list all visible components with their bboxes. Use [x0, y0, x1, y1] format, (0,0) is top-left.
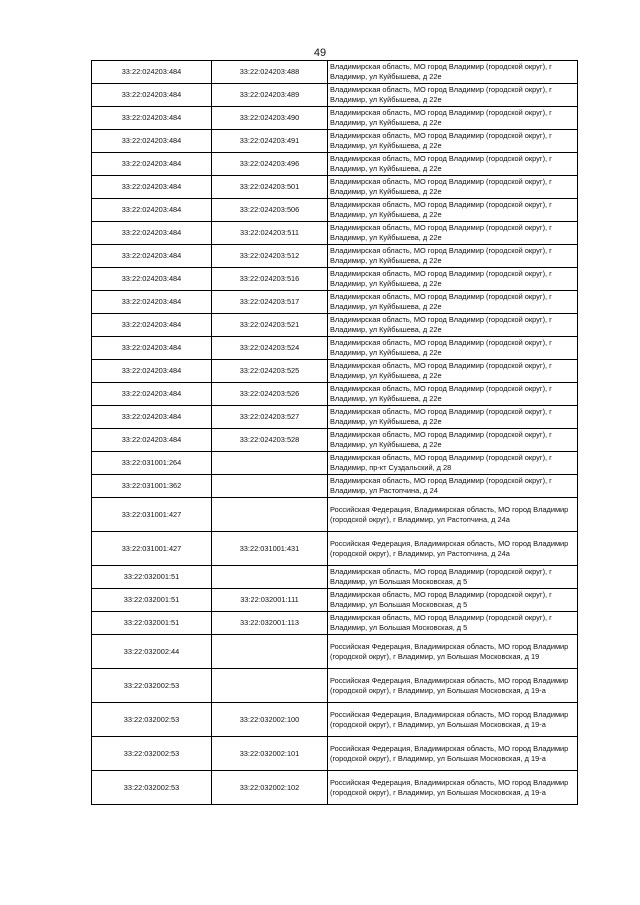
address-cell: Владимирская область, МО город Владимир (городской округ), г Владимир, ул Куйбышева, д 22е — [328, 176, 578, 199]
parent-cadastral-number: 33:22:032001:51 — [92, 612, 212, 635]
child-cadastral-number: 33:22:031001:431 — [212, 532, 328, 566]
child-cadastral-number: 33:22:024203:491 — [212, 130, 328, 153]
parent-cadastral-number: 33:22:024203:484 — [92, 153, 212, 176]
child-cadastral-number: 33:22:024203:528 — [212, 429, 328, 452]
table-row — [92, 737, 578, 771]
address-cell: Российская Федерация, Владимирская область, МО город Владимир (городской округ), г Владимир, ул Большая Московская, д 19-а — [328, 771, 578, 805]
address-cell: Владимирская область, МО город Владимир (городской округ), г Владимир, ул Куйбышева, д 22е — [328, 406, 578, 429]
parent-cadastral-number: 33:22:024203:484 — [92, 360, 212, 383]
address-cell: Владимирская область, МО город Владимир (городской округ), г Владимир, ул Куйбышева, д 22е — [328, 153, 578, 176]
parent-cadastral-number: 33:22:024203:484 — [92, 245, 212, 268]
child-cadastral-number: 33:22:024203:511 — [212, 222, 328, 245]
address-cell: Владимирская область, МО город Владимир (городской округ), г Владимир, ул Куйбышева, д 22е — [328, 429, 578, 452]
child-cadastral-number: 33:22:024203:517 — [212, 291, 328, 314]
child-cadastral-number — [212, 498, 328, 532]
address-cell: Владимирская область, МО город Владимир (городской округ), г Владимир, ул Куйбышева, д 22е — [328, 314, 578, 337]
parent-cadastral-number: 33:22:024203:484 — [92, 337, 212, 360]
table-row — [92, 452, 578, 475]
parent-cadastral-number: 33:22:024203:484 — [92, 61, 212, 84]
child-cadastral-number: 33:22:024203:527 — [212, 406, 328, 429]
address-cell: Владимирская область, МО город Владимир (городской округ), г Владимир, ул Куйбышева, д 22е — [328, 130, 578, 153]
address-cell: Владимирская область, МО город Владимир (городской округ), г Владимир, ул Большая Московская, д 5 — [328, 589, 578, 612]
address-cell: Владимирская область, МО город Владимир (городской округ), г Владимир, ул Куйбышева, д 22е — [328, 199, 578, 222]
parent-cadastral-number: 33:22:024203:484 — [92, 314, 212, 337]
child-cadastral-number: 33:22:024203:501 — [212, 176, 328, 199]
parent-cadastral-number: 33:22:032002:53 — [92, 737, 212, 771]
parent-cadastral-number: 33:22:031001:264 — [92, 452, 212, 475]
child-cadastral-number: 33:22:032001:113 — [212, 612, 328, 635]
table-row — [92, 268, 578, 291]
address-cell: Российская Федерация, Владимирская область, МО город Владимир (городской округ), г Владимир, ул Большая Московская, д 19 — [328, 635, 578, 669]
page-number: 49 — [313, 47, 327, 59]
parent-cadastral-number: 33:22:024203:484 — [92, 406, 212, 429]
address-cell: Владимирская область, МО город Владимир (городской округ), г Владимир, ул Куйбышева, д 22е — [328, 337, 578, 360]
table-row — [92, 498, 578, 532]
parent-cadastral-number: 33:22:031001:362 — [92, 475, 212, 498]
table-row — [92, 314, 578, 337]
address-cell: Владимирская область, МО город Владимир (городской округ), г Владимир, ул Большая Московская, д 5 — [328, 612, 578, 635]
address-cell: Владимирская область, МО город Владимир (городской округ), г Владимир, ул Куйбышева, д 22е — [328, 107, 578, 130]
table-row — [92, 429, 578, 452]
child-cadastral-number — [212, 635, 328, 669]
table-row — [92, 61, 578, 84]
child-cadastral-number: 33:22:024203:490 — [212, 107, 328, 130]
child-cadastral-number: 33:22:032002:100 — [212, 703, 328, 737]
table-row — [92, 130, 578, 153]
address-cell: Владимирская область, МО город Владимир (городской округ), г Владимир, ул Растопчина, д 24 — [328, 475, 578, 498]
child-cadastral-number: 33:22:032002:101 — [212, 737, 328, 771]
parent-cadastral-number: 33:22:032001:51 — [92, 589, 212, 612]
child-cadastral-number: 33:22:024203:526 — [212, 383, 328, 406]
table-row — [92, 199, 578, 222]
parent-cadastral-number: 33:22:032002:53 — [92, 669, 212, 703]
parent-cadastral-number: 33:22:024203:484 — [92, 383, 212, 406]
child-cadastral-number: 33:22:024203:489 — [212, 84, 328, 107]
address-cell: Российская Федерация, Владимирская область, МО город Владимир (городской округ), г Владимир, ул Растопчина, д 24а — [328, 532, 578, 566]
table-row — [92, 337, 578, 360]
parent-cadastral-number: 33:22:032002:53 — [92, 703, 212, 737]
address-cell: Российская Федерация, Владимирская область, МО город Владимир (городской округ), г Владимир, ул Растопчина, д 24а — [328, 498, 578, 532]
child-cadastral-number: 33:22:024203:488 — [212, 61, 328, 84]
table-row — [92, 176, 578, 199]
child-cadastral-number: 33:22:024203:525 — [212, 360, 328, 383]
child-cadastral-number: 33:22:024203:506 — [212, 199, 328, 222]
table-row — [92, 406, 578, 429]
address-cell: Владимирская область, МО город Владимир (городской округ), г Владимир, ул Куйбышева, д 22е — [328, 360, 578, 383]
child-cadastral-number: 33:22:024203:524 — [212, 337, 328, 360]
parent-cadastral-number: 33:22:024203:484 — [92, 222, 212, 245]
table-row — [92, 153, 578, 176]
parent-cadastral-number: 33:22:032002:53 — [92, 771, 212, 805]
parent-cadastral-number: 33:22:024203:484 — [92, 429, 212, 452]
child-cadastral-number: 33:22:024203:512 — [212, 245, 328, 268]
table-row — [92, 532, 578, 566]
child-cadastral-number — [212, 475, 328, 498]
address-cell: Российская Федерация, Владимирская область, МО город Владимир (городской округ), г Владимир, ул Большая Московская, д 19-а — [328, 669, 578, 703]
table-row — [92, 703, 578, 737]
parent-cadastral-number: 33:22:024203:484 — [92, 268, 212, 291]
table-row — [92, 566, 578, 589]
child-cadastral-number: 33:22:024203:516 — [212, 268, 328, 291]
table-row — [92, 589, 578, 612]
table-row — [92, 669, 578, 703]
table-row — [92, 635, 578, 669]
child-cadastral-number: 33:22:024203:496 — [212, 153, 328, 176]
parent-cadastral-number: 33:22:024203:484 — [92, 107, 212, 130]
table-row — [92, 84, 578, 107]
parent-cadastral-number: 33:22:024203:484 — [92, 291, 212, 314]
table-row — [92, 771, 578, 805]
child-cadastral-number — [212, 566, 328, 589]
address-cell: Владимирская область, МО город Владимир (городской округ), г Владимир, ул Куйбышева, д 22е — [328, 268, 578, 291]
parent-cadastral-number: 33:22:024203:484 — [92, 199, 212, 222]
child-cadastral-number — [212, 452, 328, 475]
table-row — [92, 383, 578, 406]
table-row — [92, 107, 578, 130]
cadastral-table-body — [92, 61, 578, 805]
parent-cadastral-number: 33:22:024203:484 — [92, 176, 212, 199]
table-row — [92, 245, 578, 268]
address-cell: Владимирская область, МО город Владимир (городской округ), г Владимир, ул Большая Московская, д 5 — [328, 566, 578, 589]
parent-cadastral-number: 33:22:032001:51 — [92, 566, 212, 589]
address-cell: Владимирская область, МО город Владимир (городской округ), г Владимир, ул Куйбышева, д 22е — [328, 84, 578, 107]
table-row — [92, 291, 578, 314]
table-row — [92, 612, 578, 635]
child-cadastral-number: 33:22:024203:521 — [212, 314, 328, 337]
table-row — [92, 360, 578, 383]
parent-cadastral-number: 33:22:031001:427 — [92, 532, 212, 566]
address-cell: Владимирская область, МО город Владимир (городской округ), г Владимир, ул Куйбышева, д 22е — [328, 383, 578, 406]
address-cell: Российская Федерация, Владимирская область, МО город Владимир (городской округ), г Владимир, ул Большая Московская, д 19-а — [328, 737, 578, 771]
address-cell: Владимирская область, МО город Владимир (городской округ), г Владимир, ул Куйбышева, д 22е — [328, 245, 578, 268]
address-cell: Российская Федерация, Владимирская область, МО город Владимир (городской округ), г Владимир, ул Большая Московская, д 19-а — [328, 703, 578, 737]
address-cell: Владимирская область, МО город Владимир (городской округ), г Владимир, пр-кт Суздальский, д 28 — [328, 452, 578, 475]
parent-cadastral-number: 33:22:031001:427 — [92, 498, 212, 532]
parent-cadastral-number: 33:22:032002:44 — [92, 635, 212, 669]
child-cadastral-number: 33:22:032001:111 — [212, 589, 328, 612]
table-row — [92, 475, 578, 498]
parent-cadastral-number: 33:22:024203:484 — [92, 84, 212, 107]
address-cell: Владимирская область, МО город Владимир (городской округ), г Владимир, ул Куйбышева, д 22е — [328, 291, 578, 314]
cadastral-table — [91, 60, 578, 805]
child-cadastral-number: 33:22:032002:102 — [212, 771, 328, 805]
table-row — [92, 222, 578, 245]
address-cell: Владимирская область, МО город Владимир (городской округ), г Владимир, ул Куйбышева, д 22е — [328, 222, 578, 245]
parent-cadastral-number: 33:22:024203:484 — [92, 130, 212, 153]
address-cell: Владимирская область, МО город Владимир (городской округ), г Владимир, ул Куйбышева, д 22е — [328, 61, 578, 84]
child-cadastral-number — [212, 669, 328, 703]
